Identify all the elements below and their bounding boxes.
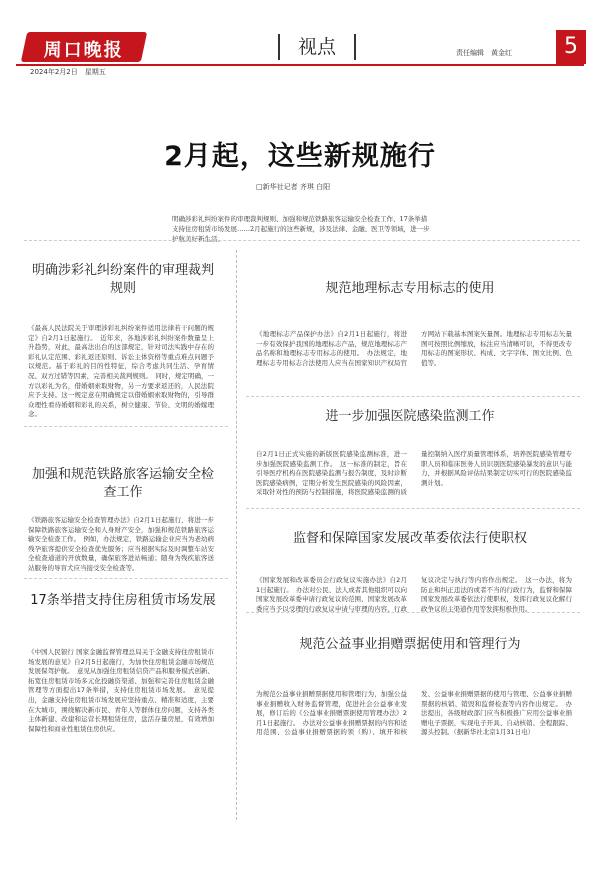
article-body-hospital: 自2月1日正式实施的新版医院感染监测标准，进一步加强医院感染监测工作。 这一标准的制定，旨在引导医疗机构在医院感染监测与报告制度，及时诊断医院感染病例，定期分析发生医院感染的风险因素，采取针对性的预防与控制措施，将医院感染监测的质量控制纳入医疗质量管理体系，培养医院感染管理专职人员和临床医务人员识别医院感染暴发的意识与能力，并根据风险评估结果制定切实可行的医院感染监测计划。 — [256, 450, 572, 497]
column-divider — [236, 250, 237, 820]
page-number: 5 — [556, 30, 586, 64]
section-divider — [246, 396, 580, 397]
article-title-geo: 规范地理标志专用标志的使用 — [325, 281, 495, 296]
section-title: 视点 — [278, 34, 356, 60]
article-title-ndrc: 监督和保障国家发展改革委依法行使职权 — [292, 531, 527, 546]
section-divider — [246, 508, 580, 509]
paper-logo — [21, 32, 147, 62]
editor-credit: 责任编辑 黄金红 — [456, 49, 512, 57]
article-title-rental: 17条举措支持住房租赁市场发展 — [30, 593, 216, 608]
paper-name: 周口晚报 — [43, 40, 124, 61]
masthead-rule — [16, 64, 584, 66]
article-body-caili: 《最高人民法院关于审理涉彩礼纠纷案件适用法律若干问题的规定》自2月1日起施行。 近年来，各地涉彩礼纠纷案件数量呈上升趋势，对此，最高法出台的这部规定，针对司法实践中存在的彩礼认定范围、彩礼返还原则、诉讼主体资格等重点难点问题予以规范。基于彩礼的目的性特征，综合考虑共同生活、孕育情况、双方过错等因素，完善相关裁判规则。 同时，规定明确，一方以彩礼为名，借婚姻索取财物，另一方要求返还的，人民法院应予支持。这一规定意在明确规定以借婚姻索取财物的，引导群众理性看待婚姻和彩礼的关系，树立健康、节俭、文明的婚嫁理念。 — [28, 324, 214, 419]
article-body-rental: 《中国人民银行 国家金融监督管理总局关于金融支持住房租赁市场发展的意见》自2月5日起施行，为加快住房租赁金融市场规范发展保驾护航。 意见从加强住房租赁信贷产品和服务模式创新、拓宽住房租赁市场多元化投融资渠道、加强和完善住房租赁金融管理等方面提出17条举措，支持住房租赁市场发展。 意见提出，金融支持住房租赁市场发展应坚持重点、精准和适度，主要在大城市，围绕解决新市民、青年人等群体住房问题，支持各类主体新建、改建和运营长期租赁住房，盘活存量房屋，有效增加保障性和商业性租赁住房供应。 — [28, 648, 214, 733]
masthead — [16, 30, 584, 64]
article-title-hospital: 进一步加强医院感染监测工作 — [325, 409, 495, 424]
article-body-ndrc: 《国家发展和改革委员会行政复议实施办法》自2月1日起施行。 办法对公民、法人或者其他组织可以向国家发展改革委申请行政复议的范围、国家发展改革委应当予以受理的行政复议申请与审理的内容、行政复议决定与执行等内容作出规定。 这一办法，将为防止和纠正违法的或者不当的行政行为，监督和保障国家发展改革委依法行使职权，发挥行政复议化解行政争议的主渠道作用等发挥积极作用。 — [256, 576, 572, 613]
article-text-charity: 为规范公益事业捐赠票据使用和管理行为，加强公益事业捐赠收入财务监督管理，促进社会公益事业发展，修订后的《公益事业捐赠票据使用管理办法》2月1日起施行。 办法对公益事业捐赠票据的内容和适用范围、公益事业捐赠票据的领（购）、填开和核发、公益事业捐赠票据的使用与管理、公益事业捐赠票据的核销、销毁和监督检查等内容作出规定。 办法提出，各级财政部门应当积极推广应用公益事业捐赠电子票据，实现电子开具、自动核销、全程跟踪、源头控制。 — [256, 690, 572, 737]
article-body-geo: 《地理标志产品保护办法》自2月1日起施行，将进一步有效保护我国的地理标志产品，规范地理标志产品名称和地理标志专用标志的使用。 办法规定，地理标志专用标志合法使用人应当在国家知识产权局官方网站下载基本图案矢量图。地理标志专用标志矢量图可按照比例缩放，标注应当清晰可识，不得更改专用标志的图案形状、构成、文字字体、图文比例、色值等。 — [256, 330, 572, 367]
article-title-charity: 规范公益事业捐赠票据使用和管理行为 — [299, 637, 521, 652]
issue-date: 2024年2月2日 星期五 — [30, 68, 106, 76]
article-body-charity — [256, 690, 572, 738]
article-title-caili: 明确涉彩礼纠纷案件的审理裁判规则 — [31, 263, 214, 296]
byline: □新华社记者 齐琪 白阳 — [256, 183, 331, 191]
section-divider — [24, 240, 580, 241]
main-headline: 2月起，这些新规施行 — [164, 141, 436, 172]
news-credit: （据新华社北京1月31日电） — [453, 728, 535, 737]
lead-paragraph: 明确涉彩礼纠纷案件的审理裁判规则、加强和规范铁路旅客运输安全检查工作、17条举措支持住房租赁市场发展……2月起施行的这些新规，涉及法律、金融、医卫等领域，进一步护航美好新生活。 — [172, 215, 430, 243]
article-body-railway: 《铁路旅客运输安全检查管理办法》自2月1日起施行，将进一步保障铁路旅客运输安全和人身财产安全，加强和规范铁路旅客运输安全检查工作。 例如，办法规定，铁路运输企业应当为老幼病残孕旅客提供安全检查优先服务；应当根据实际及时调整车站安全检查通道的开放数量，确保旅客进站畅通；随身为残疾旅客送站服务的导盲犬应当接受安全检查等。 — [28, 516, 214, 572]
section-divider — [24, 426, 228, 427]
article-title-railway: 加强和规范铁路旅客运输安全检查工作 — [31, 467, 214, 500]
section-divider — [24, 578, 228, 579]
